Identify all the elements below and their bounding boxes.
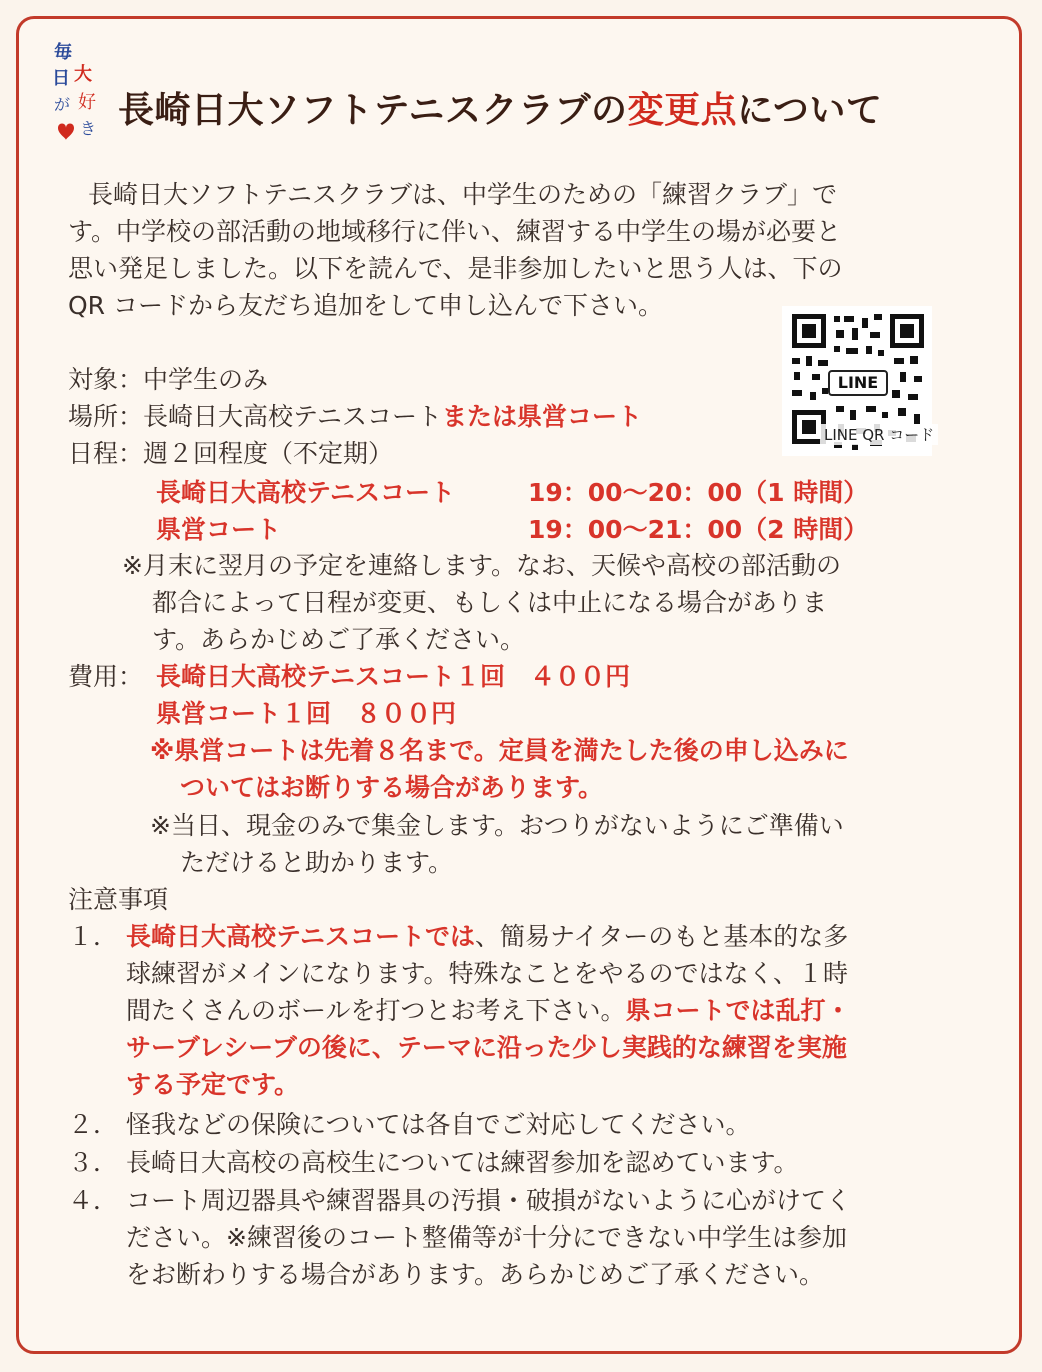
schedule-time-1: 19：00〜20：00（1 時間） <box>528 478 869 507</box>
schedule-label: 日程：週２回程度（不定期） <box>68 439 394 468</box>
svg-text:き: き <box>80 119 97 138</box>
place-line: 場所：長崎日大高校テニスコートまたは県営コート <box>68 402 643 431</box>
note-2-num: ２． <box>68 1110 119 1139</box>
schedule-place-2: 県営コート <box>156 515 282 544</box>
club-logo <box>50 36 106 146</box>
svg-text:日: 日 <box>52 68 70 89</box>
fee-note-red-2: ついてはお断りする場合があります。 <box>180 773 604 802</box>
schedule-note-1: ※月末に翌月の予定を連絡します。なお、天候や高校の部活動の <box>122 551 841 580</box>
note-3-num: ３． <box>68 1148 119 1177</box>
schedule-note-3: す。あらかじめご了承ください。 <box>152 625 526 654</box>
svg-text:大: 大 <box>74 64 92 85</box>
notes-heading: 注意事項 <box>68 885 169 914</box>
intro-line-1: 長崎日大ソフトテニスクラブは、中学生のための「練習クラブ」で <box>88 180 838 209</box>
schedule-time-2: 19：00〜21：00（2 時間） <box>528 515 869 544</box>
note-1-line-3: 間たくさんのボールを打つとお考え下さい。県コートでは乱打・ <box>126 996 851 1025</box>
fee-row-2: 県営コート１回 ８００円 <box>156 699 457 728</box>
note-4-line-2: ださい。※練習後のコート整備等が十分にできない中学生は参加 <box>126 1223 847 1252</box>
qr-label: LINE QR コード <box>820 424 938 445</box>
page-title: 長崎日大ソフトテニスクラブの変更点について <box>118 90 883 131</box>
intro-line-3: 思い発足しました。以下を読んで、是非参加したいと思う人は、下の <box>68 254 843 283</box>
note-1-line-2: 球練習がメインになります。特殊なことをやるのではなく、１時 <box>126 959 849 988</box>
note-1-line-5: する予定です。 <box>126 1070 300 1099</box>
note-4-line-3: をお断わりする場合があります。あらかじめご了承ください。 <box>126 1260 825 1289</box>
heart-icon <box>58 124 74 141</box>
note-1-line-4: サーブレシーブの後に、テーマに沿った少し実践的な練習を実施 <box>126 1033 847 1062</box>
fee-note-red-1: ※県営コートは先着８名まで。定員を満たした後の申し込みに <box>150 736 849 765</box>
note-2-text: 怪我などの保険については各自でご対応してください。 <box>126 1110 751 1139</box>
fee-row-1: 長崎日大高校テニスコート１回 ４００円 <box>156 662 631 691</box>
fee-note-1: ※当日、現金のみで集金します。おつりがないようにご準備い <box>150 811 844 840</box>
intro-line-4: QR コードから友だち追加をして申し込んで下さい。 <box>68 291 663 320</box>
target-line: 対象：中学生のみ <box>68 365 269 394</box>
note-4-num: ４． <box>68 1186 119 1215</box>
intro-line-2: す。中学校の部活動の地域移行に伴い、練習する中学生の場が必要と <box>68 217 842 246</box>
note-3-text: 長崎日大高校の高校生については練習参加を認めています。 <box>126 1148 799 1177</box>
line-badge: LINE <box>828 370 888 396</box>
fee-note-2: ただけると助かります。 <box>180 848 454 877</box>
fee-label: 費用： <box>68 662 144 691</box>
note-1-num: １． <box>68 922 119 951</box>
note-1-line-1: 長崎日大高校テニスコートでは、簡易ナイターのもと基本的な多 <box>126 922 849 951</box>
schedule-place-1: 長崎日大高校テニスコート <box>156 478 456 507</box>
svg-text:好: 好 <box>78 92 96 113</box>
svg-text:が: が <box>54 95 71 114</box>
svg-text:毎: 毎 <box>54 42 72 63</box>
note-4-line-1: コート周辺器具や練習器具の汚損・破損がないように心がけてく <box>126 1186 852 1215</box>
schedule-note-2: 都合によって日程が変更、もしくは中止になる場合がありま <box>152 588 828 617</box>
